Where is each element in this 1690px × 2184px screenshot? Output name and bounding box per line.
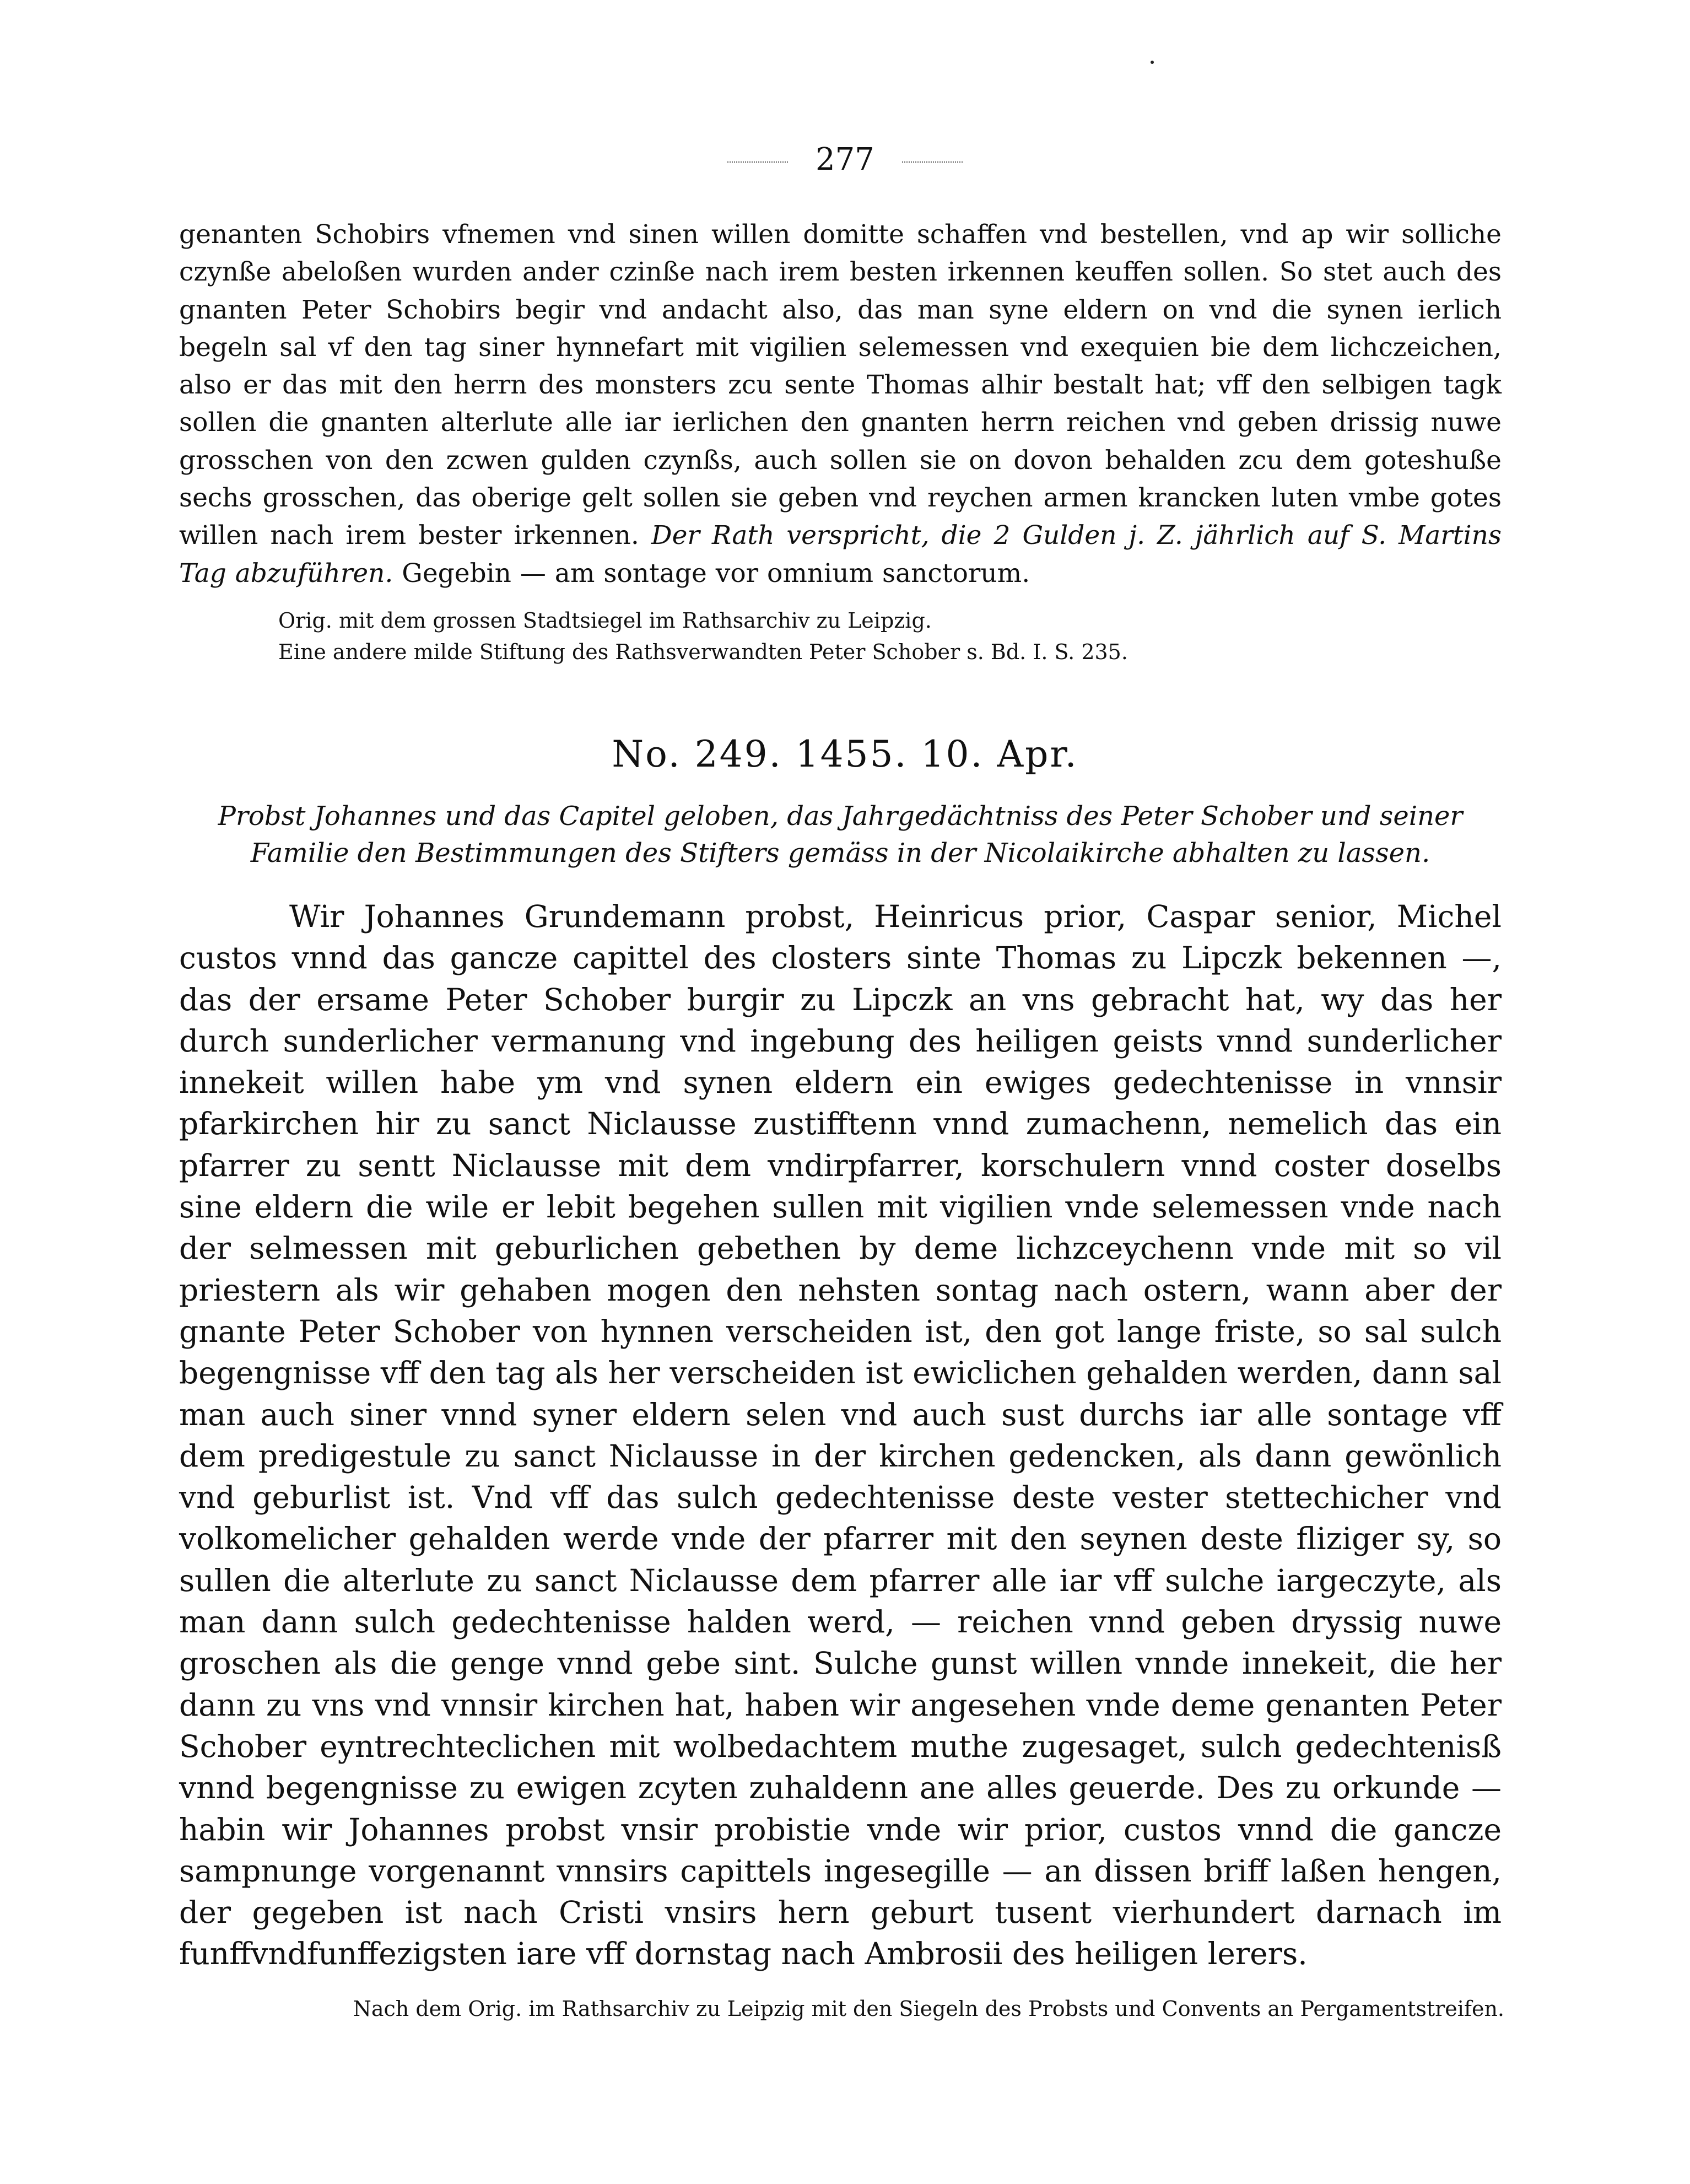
header-rule-right [902,161,963,163]
continuation-editorial-summary: Der Rath verspricht, die 2 Gulden j. Z. jährlich auf S. Martins Tag abzuführen. [179,520,1502,589]
document-regest: Probst Johannes und das Capitel geloben, das Jahrgedächtniss des Peter Schober und seiner Familie den Bestimmungen des Stifters gemäss in der Nicolaikirche abhalten zu lassen. [218,801,1463,869]
continuation-text: genanten Schobirs vfnemen vnd sinen willen domitte schaffen vnd bestellen, vnd ap wir solliche czynße abeloßen wurden ander czinße nach irem besten irkennen keuffen sollen. So stet auch des gnanten Peter Schobirs begir vnd andacht also, das man syne eldern on vnd die synen ierlich begeln sal vf den tag siner hynnefart mit vigilien selemessen vnd exequien bie dem lichczeichen, also er das mit den herrn des monsters zcu sente Thomas alhir bestalt hat; vff den selbigen tagk sollen die gnanten alterlute alle iar ierlichen den gnanten herrn reichen vnd geben drissig nuwe grosschen von den zcwen gulden czynßs, auch sollen sie on dovon behalden zcu dem goteshuße sechs grosschen, das oberige gelt sollen sie geben vnd reychen armen krancken luten vmbe gotes willen nach irem bester irkennen. [179,219,1502,551]
page-number: 277 [816,142,874,177]
note-original-source: Orig. mit dem grossen Stadtsiegel im Rathsarchiv zu Leipzig. [278,608,932,633]
source-note: Nach dem Orig. im Rathsarchiv zu Leipzig mit den Siegeln des Probsts und Convents an Pergamentstreifen. [353,1997,1504,2021]
document-heading: No. 249. 1455. 10. Apr. [612,733,1078,775]
previous-document-continuation [179,216,1502,592]
header-rule-left [727,161,788,163]
note-cross-reference: Eine andere milde Stiftung des Rathsverwandten Peter Schober s. Bd. I. S. 235. [278,640,1128,664]
page-header [0,138,1690,182]
ink-speck [1151,61,1154,64]
previous-document-notes [278,605,1491,668]
charter-text: Wir Johannes Grundemann probst, Heinricus prior, Caspar senior, Michel custos vnnd das gancze capittel des closters sinte Thomas zu Lipczk bekennen —, das der ersame Peter Schober burgir zu Lipczk an vns gebracht hat, wy das her durch sunderlicher vermanung vnd ingebung des heiligen geists vnnd sunderlicher innekeit willen habe ym vnd synen eldern ein ewiges gedechtenisse in vnnsir pfarkirchen hir zu sanct Niclausse zustifftenn vnnd zumachenn, nemelich das ein pfarrer zu sentt Niclausse mit dem vndirpfarrer, korschulern vnnd coster doselbs sine eldern die wile er lebit begehen sullen mit vigilien vnde selemessen vnde nach der selmessen mit geburlichen gebethen by deme lichzceychenn vnde mit so vil priestern als wir gehaben mogen den nehsten sontag nach ostern, wann aber der gnante Peter Schober von hynnen verscheiden ist, den got lange friste, so sal sulch begengnisse vff den tag als her verscheiden ist ewiclichen gehalden werden, dann sal man auch siner vnnd syner eldern selen vnd auch sust durchs iar alle sontage vff dem predigestule zu sanct Niclausse in der kirchen gedencken, als dann gewönlich vnd geburlist ist. Vnd vff das sulch gedechtenisse deste vester stettechicher vnd volkomelicher gehalden werde vnde der pfarrer mit den seynen deste fliziger sy, so sullen die alterlute zu sanct Niclausse dem pfarrer alle iar vff sulche iargeczyte, als man dann sulch gedechtenisse halden werd, — reichen vnnd geben dryssig nuwe groschen als die genge vnnd gebe sint. Sulche gunst willen vnnde innekeit, die her dann zu vns vnd vnnsir kirchen hat, haben wir angesehen vnde deme genanten Peter Schober eyntrechteclichen mit wolbedachtem muthe zugesaget, sulch gedechtenisß vnnd begengnisse zu ewigen zcyten zuhaldenn ane alles geuerde. Des zu orkunde — habin wir Johannes probst vnsir probistie vnde wir prior, custos vnnd die gancze sampnunge vorgenannt vnnsirs capittels ingesegille — an dissen briff laßen hengen, der gegeben ist nach Cristi vnsirs hern geburt tusent vierhundert darnach im funffvndfunffezigsten iare vff dornstag nach Ambrosii des heiligen lerers. [179,899,1502,1972]
continuation-closing: Gegebin — am sontage vor omnium sanctorum. [402,558,1030,589]
